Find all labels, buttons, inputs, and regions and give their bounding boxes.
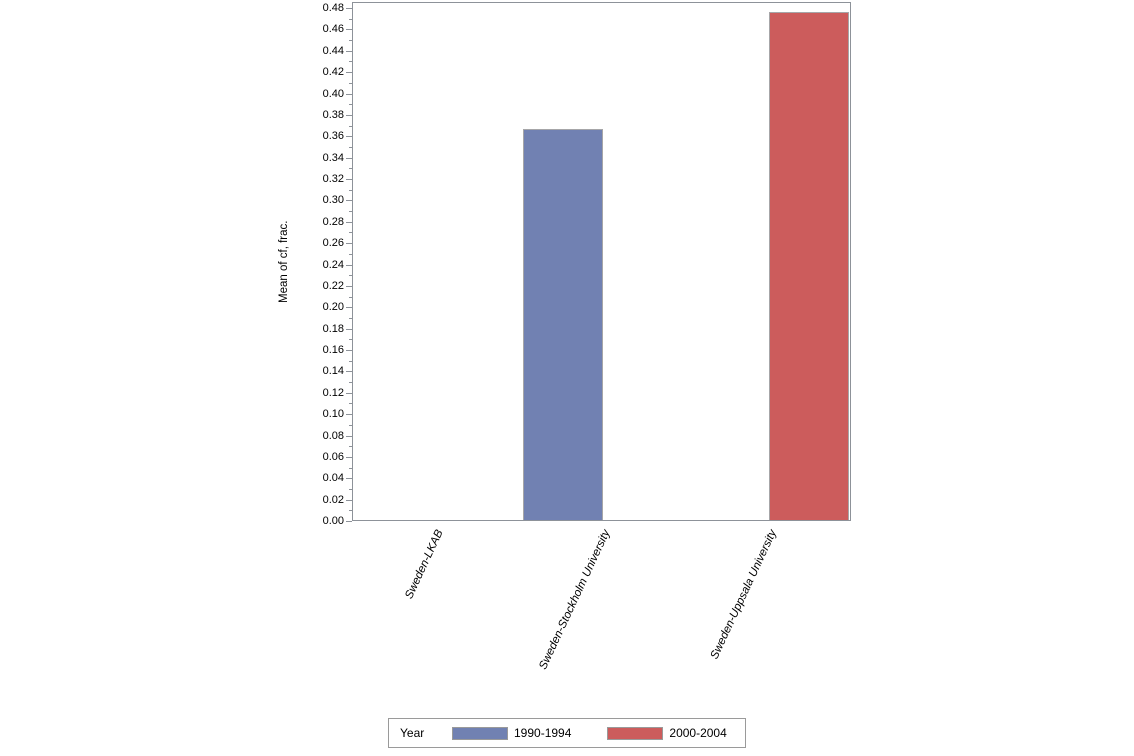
y-tick-label: 0.36 bbox=[322, 130, 344, 143]
y-minor-tick bbox=[349, 19, 352, 20]
y-minor-tick bbox=[349, 40, 352, 41]
y-tick-label: 0.34 bbox=[322, 151, 344, 164]
y-tick-label: 0.26 bbox=[322, 237, 344, 250]
y-minor-tick bbox=[349, 425, 352, 426]
y-tick-label: 0.28 bbox=[322, 215, 344, 228]
legend-swatch bbox=[607, 727, 663, 740]
y-tick-label: 0.44 bbox=[322, 44, 344, 57]
y-major-tick bbox=[346, 414, 352, 415]
y-minor-tick bbox=[349, 168, 352, 169]
y-minor-tick bbox=[349, 126, 352, 127]
y-tick-label: 0.30 bbox=[322, 194, 344, 207]
y-major-tick bbox=[346, 243, 352, 244]
y-axis-title: Mean of cf, frac. bbox=[278, 220, 290, 303]
y-tick-label: 0.12 bbox=[322, 386, 344, 399]
x-category-label: Sweden-LKAB bbox=[403, 528, 447, 601]
x-category-label: Sweden-Uppsala University bbox=[708, 528, 779, 662]
y-major-tick bbox=[346, 350, 352, 351]
y-major-tick bbox=[346, 8, 352, 9]
plot-area bbox=[352, 2, 851, 521]
y-major-tick bbox=[346, 436, 352, 437]
y-major-tick bbox=[346, 29, 352, 30]
y-minor-tick bbox=[349, 510, 352, 511]
y-tick-label: 0.22 bbox=[322, 279, 344, 292]
y-major-tick bbox=[346, 521, 352, 522]
legend bbox=[388, 718, 746, 748]
y-minor-tick bbox=[349, 339, 352, 340]
y-tick-label: 0.08 bbox=[322, 429, 344, 442]
y-minor-tick bbox=[349, 147, 352, 148]
y-minor-tick bbox=[349, 254, 352, 255]
y-major-tick bbox=[346, 393, 352, 394]
y-major-tick bbox=[346, 478, 352, 479]
y-minor-tick bbox=[349, 61, 352, 62]
y-tick-label: 0.48 bbox=[322, 2, 344, 14]
y-tick-label: 0.40 bbox=[322, 87, 344, 100]
y-major-tick bbox=[346, 72, 352, 73]
y-minor-tick bbox=[349, 382, 352, 383]
y-tick-label: 0.20 bbox=[322, 301, 344, 314]
y-major-tick bbox=[346, 158, 352, 159]
y-minor-tick bbox=[349, 190, 352, 191]
y-tick-label: 0.06 bbox=[322, 450, 344, 463]
y-major-tick bbox=[346, 371, 352, 372]
y-tick-label: 0.04 bbox=[322, 472, 344, 485]
legend-title: Year bbox=[400, 726, 425, 740]
y-tick-label: 0.42 bbox=[322, 66, 344, 79]
y-tick-label: 0.14 bbox=[322, 365, 344, 378]
y-tick-label: 0.16 bbox=[322, 344, 344, 356]
y-tick-label: 0.32 bbox=[322, 173, 344, 185]
y-minor-tick bbox=[349, 211, 352, 212]
y-minor-tick bbox=[349, 489, 352, 490]
y-major-tick bbox=[346, 500, 352, 501]
y-major-tick bbox=[346, 51, 352, 52]
bar-sweden-stockholm-university bbox=[523, 129, 603, 520]
y-tick-label: 0.46 bbox=[322, 23, 344, 36]
y-major-tick bbox=[346, 200, 352, 201]
y-major-tick bbox=[346, 329, 352, 330]
y-minor-tick bbox=[349, 446, 352, 447]
y-major-tick bbox=[346, 457, 352, 458]
y-major-tick bbox=[346, 286, 352, 287]
y-minor-tick bbox=[349, 468, 352, 469]
y-tick-label: 0.02 bbox=[322, 493, 344, 506]
legend-label: 1990-1994 bbox=[514, 726, 572, 740]
y-minor-tick bbox=[349, 104, 352, 105]
y-major-tick bbox=[346, 222, 352, 223]
y-major-tick bbox=[346, 94, 352, 95]
y-minor-tick bbox=[349, 232, 352, 233]
y-minor-tick bbox=[349, 403, 352, 404]
y-major-tick bbox=[346, 307, 352, 308]
y-tick-label: 0.10 bbox=[322, 408, 344, 421]
y-tick-label: 0.38 bbox=[322, 108, 344, 121]
legend-items bbox=[452, 726, 727, 740]
y-minor-tick bbox=[349, 83, 352, 84]
y-minor-tick bbox=[349, 318, 352, 319]
bar-sweden-uppsala-university bbox=[769, 12, 849, 520]
y-tick-label: 0.00 bbox=[322, 515, 344, 527]
y-tick-label: 0.18 bbox=[322, 322, 344, 335]
x-category-label: Sweden-Stockholm University bbox=[536, 528, 613, 672]
y-major-tick bbox=[346, 136, 352, 137]
legend-label: 2000-2004 bbox=[669, 726, 727, 740]
y-major-tick bbox=[346, 115, 352, 116]
y-minor-tick bbox=[349, 361, 352, 362]
y-major-tick bbox=[346, 265, 352, 266]
y-major-tick bbox=[346, 179, 352, 180]
y-minor-tick bbox=[349, 297, 352, 298]
legend-swatch bbox=[452, 727, 508, 740]
y-minor-tick bbox=[349, 275, 352, 276]
y-tick-label: 0.24 bbox=[322, 258, 344, 271]
